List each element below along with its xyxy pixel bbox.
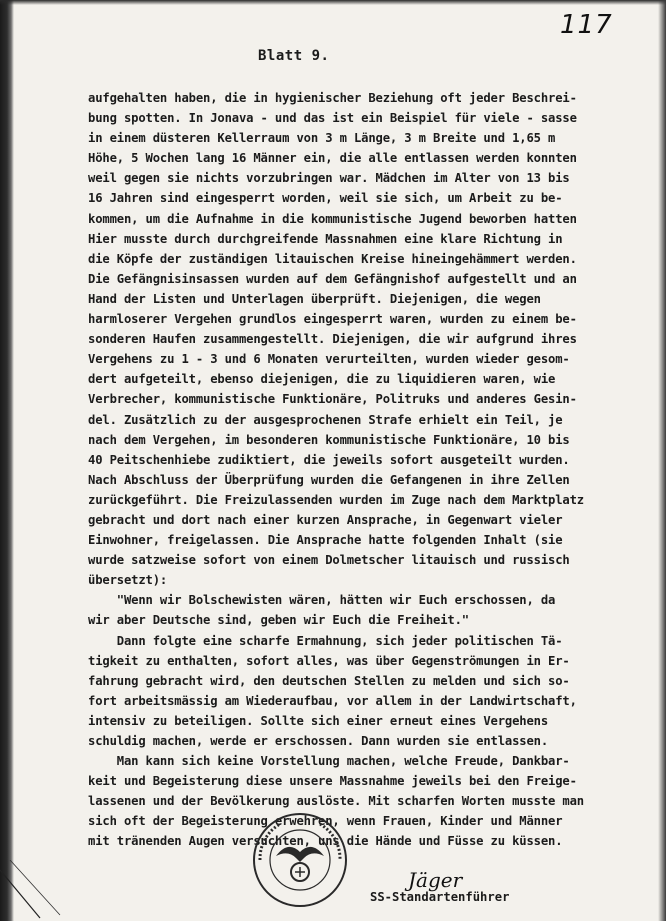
text-line: fahrung gebracht wird, den deutschen Stellen zu melden und sich so-	[88, 673, 570, 688]
text-line: schuldig machen, werde er erschossen. Dann wurden sie entlassen.	[88, 734, 548, 748]
text-line: die Köpfe der zuständigen litauischen Kreise hineingehämmert werden.	[88, 251, 577, 266]
scan-edge-left	[0, 0, 14, 921]
scan-edge-top	[0, 0, 666, 5]
corner-mark-icon	[0, 860, 70, 921]
text-line: 16 Jahren sind eingesperrt worden, weil sie sich, um Arbeit zu be-	[88, 191, 563, 206]
text-line: 40 Peitschenhiebe zudiktiert, die jeweils sofort ausgeteilt wurden.	[88, 452, 570, 467]
text-line: weil gegen sie nichts vorzubringen war. Mädchen im Alter von 13 bis	[88, 171, 570, 186]
text-line: Dann folgte eine scharfe Ermahnung, sich jeder politischen Tä-	[88, 633, 563, 648]
scan-edge-right	[658, 0, 666, 921]
text-line: del. Zusätzlich zu der ausgesprochenen Strafe erhielt ein Teil, je	[88, 412, 563, 427]
text-line: Hand der Listen und Unterlagen überprüft. Diejenigen, die wegen	[88, 291, 541, 306]
text-line: nach dem Vergehen, im besonderen kommunistische Funktionäre, 10 bis	[88, 432, 570, 447]
text-line: keit und Begeisterung diese unsere Massnahme jeweils bei den Freige-	[88, 774, 577, 789]
signatory-rank: SS-Standartenführer	[370, 890, 510, 904]
folio-number: 117	[560, 10, 613, 40]
text-line: wurde satzweise sofort von einem Dolmetscher litauisch und russisch	[88, 553, 570, 568]
text-line: harmloserer Vergehen grundlos eingesperrt waren, wurden zu einem be-	[88, 312, 577, 327]
body-text	[88, 88, 648, 852]
text-line: Einwohner, freigelassen. Die Ansprache hatte folgenden Inhalt (sie	[88, 533, 563, 548]
text-line: dert aufgeteilt, ebenso diejenigen, die zu liquidieren waren, wie	[88, 372, 556, 387]
text-line: bung spotten. In Jonava - und das ist ein Beispiel für viele - sasse	[88, 111, 577, 126]
text-line: zurückgeführt. Die Freizulassenden wurden im Zuge nach dem Marktplatz	[88, 492, 584, 507]
sheet-label: Blatt 9.	[258, 48, 330, 64]
text-line: in einem düsteren Kellerraum von 3 m Länge, 3 m Breite und 1,65 m	[88, 131, 556, 146]
text-line: Nach Abschluss der Überprüfung wurden die Gefangenen in ihre Zellen	[88, 472, 570, 487]
signature-block	[370, 868, 610, 913]
text-line: sich oft der Begeisterung erwehren, wenn Frauen, Kinder und Männer	[88, 814, 563, 829]
text-line: Verbrecher, kommunistische Funktionäre, Politruks und anderes Gesin-	[88, 392, 577, 407]
text-line: mit tränenden Augen versuchten, uns die Hände und Füsse zu küssen.	[88, 834, 563, 849]
text-line: Die Gefängnisinsassen wurden auf dem Gefängnishof aufgestellt und an	[88, 271, 577, 286]
text-line: Vergehens zu 1 - 3 und 6 Monaten verurteilten, wurden wieder gesom-	[88, 352, 570, 367]
text-line: gebracht und dort nach einer kurzen Ansprache, in Gegenwart vieler	[88, 512, 563, 527]
text-line: tigkeit zu enthalten, sofort alles, was über Gegenströmungen in Er-	[88, 653, 570, 668]
text-line: wir aber Deutsche sind, geben wir Euch die Freiheit."	[88, 613, 469, 628]
text-line: Man kann sich keine Vorstellung machen, welche Freude, Dankbar-	[88, 754, 570, 769]
text-line: Hier musste durch durchgreifende Massnahmen eine klare Richtung in	[88, 231, 563, 246]
official-stamp-icon	[250, 810, 350, 910]
text-line: intensiv zu beteiligen. Sollte sich einer erneut eines Vergehens	[88, 713, 548, 728]
text-line: übersetzt):	[88, 573, 168, 588]
text-line: Höhe, 5 Wochen lang 16 Männer ein, die alle entlassen werden konnten	[88, 151, 577, 166]
text-line: fort arbeitsmässig am Wiederaufbau, vor allem in der Landwirtschaft,	[88, 693, 577, 708]
text-line: aufgehalten haben, die in hygienischer Beziehung oft jeder Beschrei-	[88, 91, 577, 105]
text-line: lassenen und der Bevölkerung auslöste. Mit scharfen Worten musste man	[88, 794, 584, 809]
signature: Jäger	[408, 868, 463, 892]
text-line: kommen, um die Aufnahme in die kommunistische Jugend beworben hatten	[88, 211, 577, 226]
text-line: "Wenn wir Bolschewisten wären, hätten wir Euch erschossen, da	[88, 593, 556, 608]
text-line: sonderen Haufen zusammengestellt. Diejenigen, die wir aufgrund ihres	[88, 332, 577, 347]
